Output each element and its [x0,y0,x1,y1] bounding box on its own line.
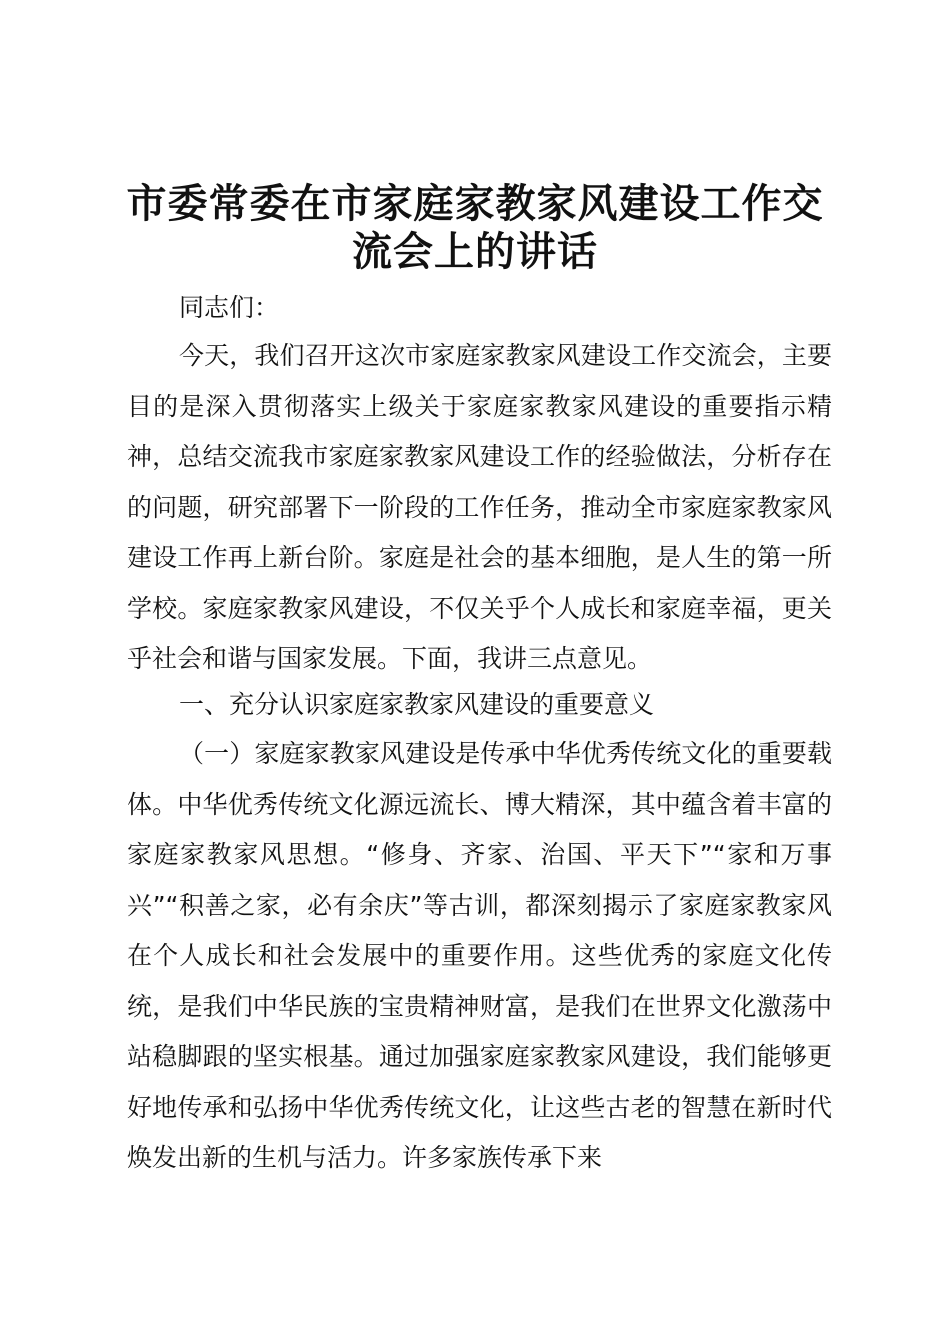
body-paragraph: 今天，我们召开这次市家庭家教家风建设工作交流会，主要目的是深入贯彻落实上级关于家庭家教家风建设的重要指示精神，总结交流我市家庭家教家风建设工作的经验做法，分析存在的问题，研究部署下一阶段的工作任务，推动全市家庭家教家风建设工作再上新台阶。家庭是社会的基本细胞，是人生的第一所学校。家庭家教家风建设，不仅关乎个人成长和家庭幸福，更关乎社会和谐与国家发展。下面，我讲三点意见。 [127,341,832,673]
section-heading: 一、充分认识家庭家教家风建设的重要意义 [179,690,655,719]
document-title: 市委常委在市家庭家教家风建设工作交流会上的讲话 [126,180,824,275]
greeting: 同志们： [179,293,280,322]
body-paragraph: （一）家庭家教家风建设是传承中华优秀传统文化的重要载体。中华优秀传统文化源远流长、博大精深，其中蕴含着丰富的家庭家教家风思想。“修身、齐家、治国、平天下”“家和万事兴”“积善之家，必有余庆”等古训，都深刻揭示了家庭家教家风在个人成长和社会发展中的重要作用。这些优秀的家庭文化传统，是我们中华民族的宝贵精神财富，是我们在世界文化激荡中站稳脚跟的坚实根基。通过加强家庭家教家风建设，我们能够更好地传承和弘扬中华优秀传统文化，让这些古老的智慧在新时代焕发出新的生机与活力。许多家族传承下来 [127,739,832,1172]
